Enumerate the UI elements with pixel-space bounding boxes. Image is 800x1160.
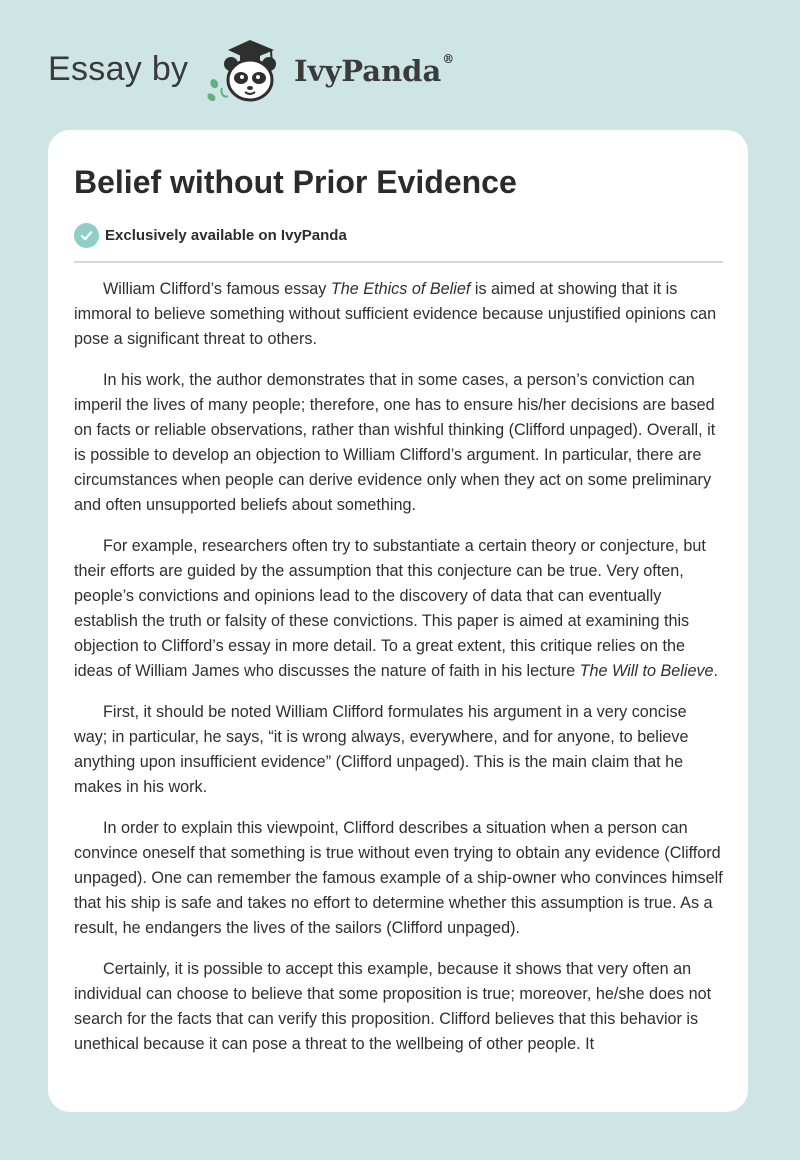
essay-title-ethics-of-belief: The Ethics of Belief [330,280,471,298]
paragraph-4: First, it should be noted William Clifford formulates his argument in a very concise way; in particular, he says, “it is wrong always, everywhere, and for anyone, to believe anything upon insufficient evidence” (Clifford unpaged). This is the main claim that he makes in his work. [74,703,689,796]
page-title: Belief without Prior Evidence [74,164,517,200]
essay-card [48,130,748,1112]
divider [74,261,723,263]
brand-name[interactable] [294,54,454,88]
paragraph-1 [74,277,724,352]
exclusive-badge [74,222,347,248]
essay-body [74,277,724,1073]
essay-by-label: Essay by [48,50,189,88]
ivypanda-logo-icon[interactable] [198,36,294,106]
paragraph-2: In his work, the author demonstrates that in some cases, a person’s conviction can imperil the lives of many people; therefore, one has to ensure his/her decisions are based on facts or reliable observations, rather than wishful thinking (Clifford unpaged). Overall, it is possible to develop an objection to William Clifford’s argument. In particular, there are circumstances when people can derive evidence only when they act on some preliminary and often unsupported beliefs about something. [74,371,716,514]
check-icon [74,223,99,248]
paragraph-3-text-a: For example, researchers often try to substantiate a certain theory or conjecture, but their efforts are guided by the assumption that this conjecture can be true. Very often, people’s convictions and opinions lead to the discovery of data that can eventually establish the truth or falsity of these convictions. This paper is aimed at examining this objection to Clifford’s essay in more detail. To a great extent, this critique relies on the ideas of William James who discusses the nature of faith in his lecture [74,537,706,680]
paragraph-6: Certainly, it is possible to accept this example, because it shows that very often an individual can choose to believe that some proposition is true; moreover, he/she does not search for the facts that can verify this proposition. Clifford believes that this behavior is unethical because it can pose a threat to the wellbeing of other people. It [74,960,712,1053]
paragraph-5: In order to explain this viewpoint, Clifford describes a situation when a person can convince oneself that something is true without even trying to obtain any evidence (Clifford unpaged). One can remember the famous example of a ship-owner who convinces himself that his ship is safe and takes no effort to determine whether this assumption is true. As a result, he endangers the lives of the sailors (Clifford unpaged). [74,819,723,937]
exclusive-label: Exclusively available on IvyPanda [105,226,347,244]
lecture-title-will-to-believe: The Will to Believe [579,662,714,680]
paragraph-3 [74,534,724,684]
brand-text: IvyPanda [294,54,442,88]
paragraph-3-text-c: . [713,662,719,680]
paragraph-1-text-c: is aimed at showing that it is immoral to believe something without sufficient evidence because unjustified opinions can pose a significant threat to others. [74,280,717,348]
registered-mark: ® [442,52,455,66]
paragraph-1-text-a: William Clifford’s famous essay [103,280,331,298]
site-header [0,0,800,130]
